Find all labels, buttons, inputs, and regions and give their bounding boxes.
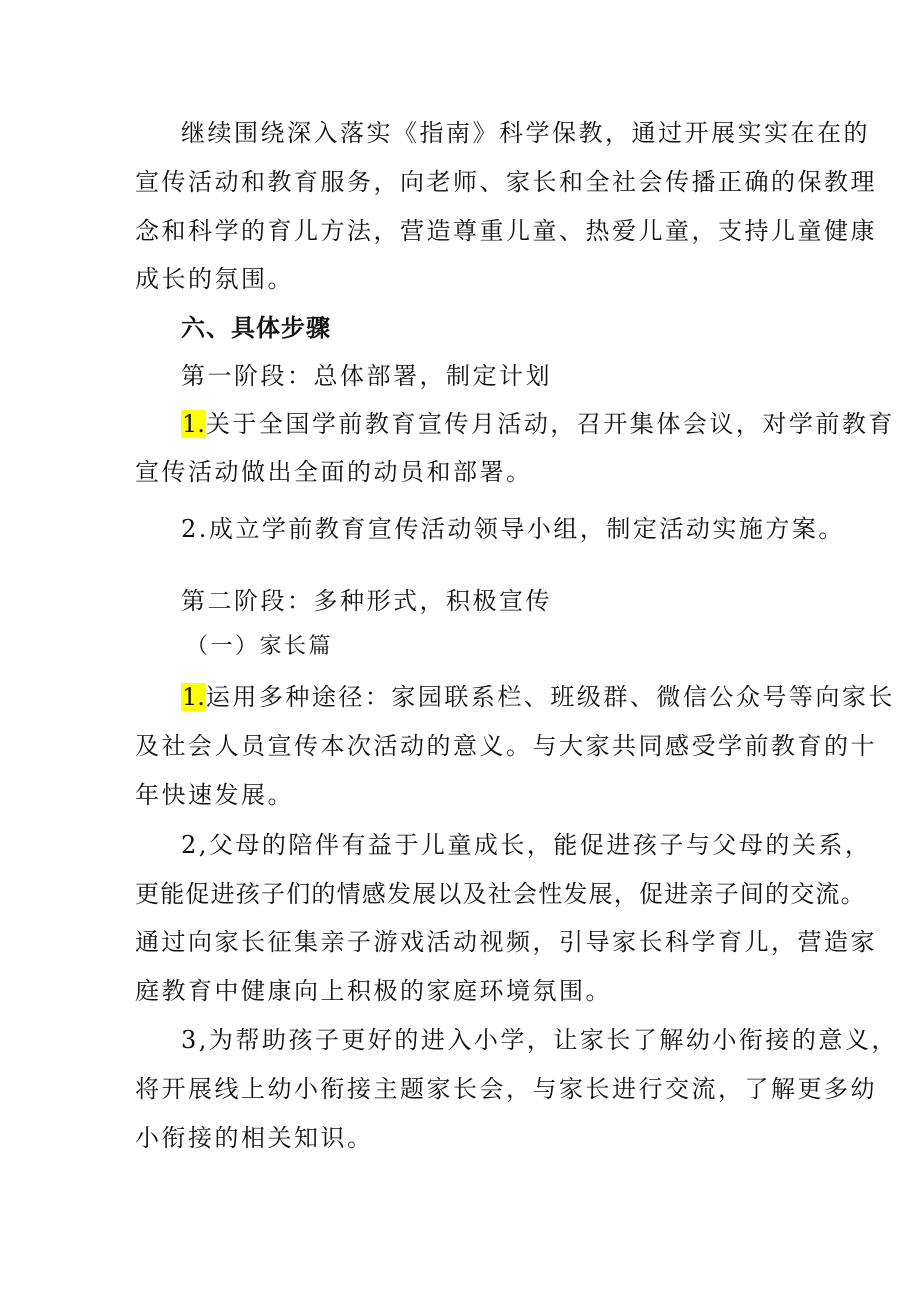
stage1-item1-text: 关于全国学前教育宣传月活动，召开集体会议，对学前教育 bbox=[205, 410, 895, 438]
intro-line-4: 成长的氛围。 bbox=[135, 265, 294, 293]
stage2-item1-line-1 bbox=[181, 680, 895, 714]
highlighted-number: 1. bbox=[182, 683, 205, 711]
section-heading: 六、具体步骤 bbox=[181, 314, 331, 342]
stage2-item2-line-3: 通过向家长征集亲子游戏活动视频，引导家长科学育儿，营造家 bbox=[135, 928, 877, 956]
stage1-title: 第一阶段：总体部署，制定计划 bbox=[181, 362, 552, 390]
stage2-item3-line-3: 小衔接的相关知识。 bbox=[135, 1124, 374, 1152]
intro-line-2: 宣传活动和教育服务，向老师、家长和全社会传播正确的保教理 bbox=[135, 168, 877, 196]
stage2-item1-line-2: 及社会人员宣传本次活动的意义。与大家共同感受学前教育的十 bbox=[135, 732, 877, 760]
stage2-item2-line-4: 庭教育中健康向上积极的家庭环境氛围。 bbox=[135, 977, 612, 1005]
stage2-item3-line-2: 将开展线上幼小衔接主题家长会，与家长进行交流，了解更多幼 bbox=[135, 1075, 877, 1103]
stage2-title: 第二阶段：多种形式，积极宣传 bbox=[181, 587, 552, 615]
stage2-item1-text: 运用多种途径：家园联系栏、班级群、微信公众号等向家长 bbox=[205, 683, 895, 711]
stage1-item2: 2.成立学前教育宣传活动领导小组，制定活动实施方案。 bbox=[181, 515, 845, 543]
stage2-item2-line-2: 更能促进孩子们的情感发展以及社会性发展，促进亲子间的交流。 bbox=[135, 880, 866, 908]
stage2-item1-line-3: 年快速发展。 bbox=[135, 781, 294, 809]
stage2-item3-line-1: 3,为帮助孩子更好的进入小学，让家长了解幼小衔接的意义， bbox=[181, 1026, 898, 1054]
stage1-item1-line-2: 宣传活动做出全面的动员和部署。 bbox=[135, 458, 533, 486]
intro-line-1: 继续围绕深入落实《指南》科学保教，通过开展实实在在的 bbox=[181, 119, 870, 147]
stage2-subtitle: （一）家长篇 bbox=[186, 634, 334, 659]
stage1-item1-line-1 bbox=[181, 407, 895, 441]
stage2-item2-line-1: 2,父母的陪伴有益于儿童成长，能促进孩子与父母的关系， bbox=[181, 831, 872, 859]
intro-line-3: 念和科学的育儿方法，营造尊重儿童、热爱儿童，支持儿童健康 bbox=[135, 217, 877, 245]
highlighted-number: 1. bbox=[182, 410, 205, 438]
